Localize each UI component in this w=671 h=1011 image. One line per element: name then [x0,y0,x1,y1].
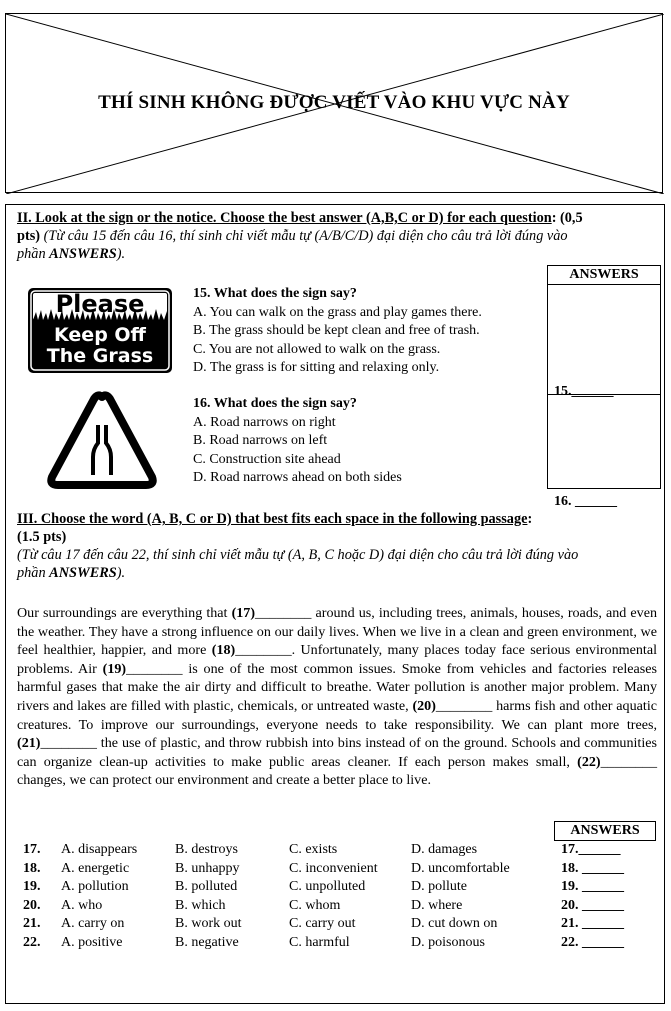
option-c: C. exists [289,842,338,857]
blank-number: (19) [102,660,127,677]
question-row-17 [6,842,666,860]
answers-box-15-16 [547,265,661,509]
option-d: D. cut down on [411,916,498,931]
section2-instruction [17,227,662,245]
passage-text: ________ the use of plastic, and throw rubbish into bins instead of on the ground. Schools and communities can organize clean-up activities to make public areas cleaner. If each person makes small, [17,735,657,770]
option-b: B. work out [175,916,242,931]
section2-instruction-a: (Từ câu 15 đến câu 16, thí sinh chỉ viết mẫu tự (A/B/C/D) đại diện cho câu trả lời đúng vào [43,228,568,244]
section2-heading [17,209,657,227]
option-15-b: B. The grass should be kept clean and free of trash. [193,323,480,338]
option-15-d: D. The grass is for sitting and relaxing only. [193,360,440,375]
option-a: A. disappears [61,842,138,857]
passage-text: Our surroundings are everything that [17,605,232,621]
road-narrows-sign [46,391,158,491]
question-16-prompt: 16. What does the sign say? [193,396,357,411]
answer-slot-17[interactable]: 17.______ [561,842,621,857]
question-number: 17. [23,842,41,857]
option-16-a: A. Road narrows on right [193,414,336,430]
passage-text: ________ changes, we can protect our environment and create a better place to live. [17,753,657,789]
section2-points-b: pts) [17,228,41,244]
option-16-b: B. Road narrows on left [193,433,328,448]
no-write-notice: THÍ SINH KHÔNG ĐƯỢC VIẾT VÀO KHU VỰC NÀY [98,92,570,113]
option-d: D. poisonous [411,934,485,950]
option-d: D. uncomfortable [411,860,510,876]
option-a: A. pollution [61,879,129,894]
sign-the-grass: The Grass [46,345,154,367]
exam-section [5,204,665,1004]
section3-heading: III. Choose the word (A, B, C or D) that best fits each space in the following passage: [17,511,533,527]
answers-header-17-22: ANSWERS [554,821,656,841]
question-row-20 [6,898,666,916]
option-d: D. pollute [411,879,467,894]
section3-title: III. Choose the word (A, B, C or D) that best fits each space in the following passage [17,511,528,527]
passage-text: ________ harms fish and other aquatic creatures. To improve our surroundings, everyone needs to take responsibility. We can plant more trees, [17,697,657,733]
option-d: D. damages [411,842,478,857]
answer-slot-22[interactable]: 22. ______ [561,934,624,950]
passage-text: ________ around us, including trees, animals, houses, roads, and even the weather. They have a strong influence on our daily lives. When we live in a clean and green environment, we feel healthier, happier, and more [17,605,657,659]
cloze-passage [17,604,657,790]
option-b: B. negative [175,934,239,950]
option-a: A. energetic [61,860,130,876]
question-15-prompt: 15. What does the sign say? [193,286,357,301]
option-15-c: C. You are not allowed to walk on the grass. [193,341,441,357]
section2-instruction-line2: phần ANSWERS). [17,246,126,262]
option-c: C. inconvenient [289,860,378,876]
option-16-c: C. Construction site ahead [193,451,341,467]
answers-ref: ANSWERS [49,246,117,262]
question-number: 22. [23,934,41,950]
keep-off-grass-sign [28,288,172,373]
section2-title: II. Look at the sign or the notice. Choose the best answer (A,B,C or D) for each question [17,210,552,226]
question-row-22 [6,935,666,953]
question-16 [193,395,543,488]
question-number: 18. [23,860,41,876]
option-15-a: A. You can walk on the grass and play games there. [193,304,482,320]
blank-number: (20) [412,697,436,714]
question-row-18 [6,861,666,879]
question-number: 21. [23,916,41,931]
sign-keep-off: Keep Off [54,324,146,346]
option-b: B. which [175,897,226,913]
option-a: A. who [61,897,103,913]
answer-slot-19[interactable]: 19. ______ [561,879,624,894]
option-c: C. whom [289,897,341,913]
question-number: 20. [23,897,41,913]
sign-please: Please [55,290,145,318]
question-row-19 [6,879,666,897]
option-c: C. unpolluted [289,879,366,894]
question-15 [193,285,543,378]
answer-slot-21[interactable]: 21. ______ [561,916,624,931]
answer-slot-18[interactable]: 18. ______ [561,860,624,876]
option-b: B. polluted [175,879,238,894]
section3-instruction-line2: phần ANSWERS). [17,565,126,581]
section3-points: (1.5 pts) [17,529,67,545]
option-b: B. unhappy [175,860,240,876]
option-b: B. destroys [175,842,238,857]
option-d: D. where [411,897,463,913]
blank-number: (21) [17,735,41,752]
blank-number: (22) [577,753,601,770]
question-row-21 [6,916,666,934]
option-a: A. positive [61,934,123,950]
question-number: 19. [23,879,41,894]
answers-ref-2: ANSWERS [49,565,117,581]
answer-slot-20[interactable]: 20. ______ [561,897,624,913]
passage-text: ________. Unfortunately, many places today face serious environmental problems. Air [17,642,657,677]
blank-number: (17) [231,605,256,621]
answers-header: ANSWERS [548,266,660,285]
section2-points-a: : (0,5 [551,210,583,226]
option-16-d: D. Road narrows ahead on both sides [193,470,402,485]
option-c: C. harmful [289,934,350,950]
passage-text: ________ is one of the most common issues. Smoke from vehicles and factories releases harmful gases that make the air dirty and difficult to breathe. Water pollution is another major problem. Many rivers and lakes are filled with plastic, chemicals, or untreated waste, [17,660,657,714]
blank-number: (18) [211,642,236,659]
section3-instruction: (Từ câu 17 đến câu 22, thí sinh chỉ viết mẫu tự (A, B, C hoặc D) đại diện cho câu trả lời đúng vào [17,547,579,563]
answer-slot-15[interactable]: 15.______ [554,384,614,399]
no-write-zone [5,13,663,193]
answer-slot-16[interactable]: 16. ______ [554,494,617,509]
option-a: A. carry on [61,916,125,931]
option-c: C. carry out [289,916,356,931]
